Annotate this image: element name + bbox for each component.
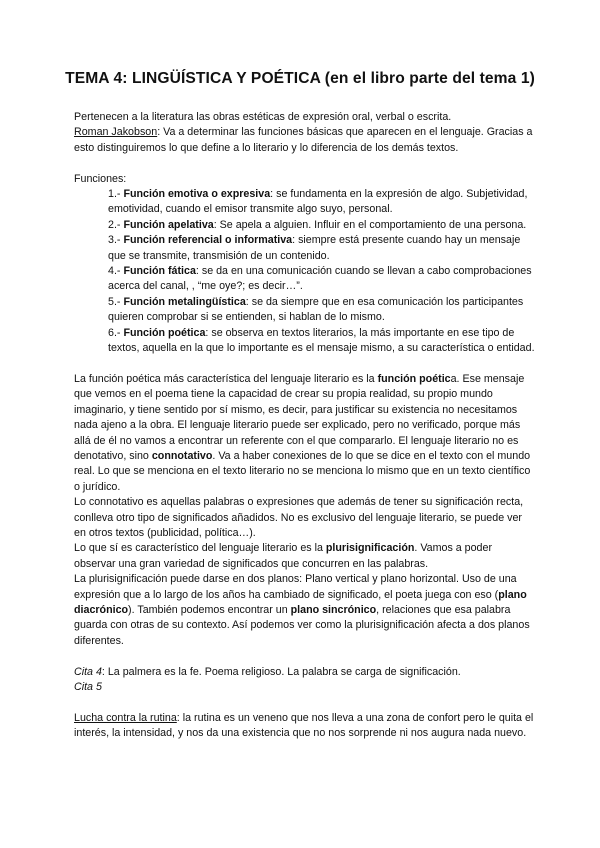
funcion-text: : siempre está presente cuando hay un mensaje que se transmite, transmisión de un contenido.	[108, 234, 521, 262]
poetica-paragraph-1	[74, 372, 536, 495]
poetica-paragraph-3	[74, 541, 536, 572]
rutina-text: : la rutina es un veneno que nos lleva a una zona de confort pero le quita el interés, la intensidad, y nos da una existencia que no nos sorprende ni nos augura nada nuevo.	[74, 711, 534, 740]
rutina-paragraph	[74, 711, 536, 742]
jakobson-paragraph	[74, 125, 536, 156]
funcion-item	[108, 187, 536, 218]
funcion-number: 2.-	[108, 218, 124, 231]
document-body	[74, 110, 536, 742]
funcion-name: Función emotiva o expresiva	[123, 188, 271, 201]
poetica-paragraph-2: Lo connotativo es aquellas palabras o expresiones que además de tener su significación recta, conlleva otro tipo de significados añadidos. No es exclusivo del lenguaje literario, se puede ver en otros textos (publicidad, política…).	[74, 496, 524, 539]
funcion-name: Función fática	[123, 265, 196, 278]
funcion-text: : se observa en textos literarios, la más importante en ese tipo de textos, aquella en la que lo importante es el mensaje mismo, a su característica o entidad.	[108, 326, 535, 355]
funcion-number: 6.-	[108, 326, 124, 339]
intro-line: Pertenecen a la literatura las obras estéticas de expresión oral, verbal o escrita.	[74, 111, 452, 123]
text-run: ). También podemos encontrar un	[128, 603, 291, 616]
text-run: a. Ese mensaje que vemos en el poema tiene la capacidad de crear su propia realidad, su propio mundo imaginario, y tiene sentido por sí mismo, es decir, para justificar su existencia no necesitamos nada ajeno a la obra. El lenguaje literario puede ser explicado, pero no verificado, porque más allá de él no vamos a encontrar un referente con el que compararlo. El lenguaje literario no es denotativo, sino	[74, 372, 525, 462]
funciones-heading: Funciones:	[74, 172, 127, 185]
bold-term: plano diacrónico	[74, 588, 527, 616]
funcion-text: : Se apela a alguien. Influir en el comportamiento de una persona.	[213, 218, 527, 231]
funcion-item	[108, 218, 536, 233]
text-run: La función poética más característica del lenguaje literario es la	[74, 372, 378, 385]
funcion-item	[108, 264, 536, 295]
text-run: , relaciones que esa palabra guarda con otras de su contexto. Así podemos ver como la plurisignificación afecta a dos planos diferentes.	[74, 603, 530, 647]
rutina-label: Lucha contra la rutina	[74, 711, 177, 724]
funcion-name: Función referencial o informativa	[123, 234, 293, 247]
text-run: . Vamos a poder observar una gran variedad de significados que concurren en las palabras.	[74, 542, 492, 570]
bold-term: plurisignificación	[325, 542, 415, 555]
funcion-item	[108, 295, 536, 326]
funcion-text: : se da siempre que en esa comunicación los participantes quieren comprobar si se entienden, si hablan de lo mismo.	[108, 295, 524, 324]
funcion-number: 5.-	[108, 295, 124, 308]
cita-4	[74, 665, 536, 680]
cita-label: Cita 5	[74, 680, 102, 693]
funcion-number: 4.-	[108, 265, 124, 278]
funcion-name: Función poética	[123, 326, 206, 339]
bold-term: connotativo	[151, 449, 213, 462]
funcion-text: : se fundamenta en la expresión de algo. Subjetividad, emotividad, cuando el emisor transmite algo suyo, personal.	[108, 188, 528, 216]
jakobson-text: : Va a determinar las funciones básicas que aparecen en el lenguaje. Gracias a esto distinguiremos lo que define a lo literario y lo diferencia de los demás textos.	[74, 126, 533, 154]
funcion-name: Función apelativa	[123, 218, 214, 231]
cita-5	[74, 680, 536, 695]
funcion-name: Función metalingüística	[123, 295, 246, 308]
cita-label: Cita 4	[74, 665, 102, 678]
text-run: La plurisignificación puede darse en dos planos: Plano vertical y plano horizontal. Uso de una expresión que a lo largo de los años ha cambiado de significado, el poeta juega con eso (	[74, 573, 517, 601]
funcion-number: 1.-	[108, 188, 124, 201]
page-title: TEMA 4: LINGÜÍSTICA Y POÉTICA (en el libro parte del tema 1)	[65, 70, 535, 87]
funcion-item	[108, 326, 536, 357]
funcion-text: : se da en una comunicación cuando se llevan a cabo comprobaciones acerca del canal, , “me oye?; es decir…”.	[108, 265, 532, 293]
cita-text: : La palmera es la fe. Poema religioso. La palabra se carga de significación.	[101, 665, 461, 678]
poetica-paragraph-4	[74, 572, 536, 649]
funciones-list	[108, 187, 536, 356]
bold-term: función poétic	[377, 372, 451, 385]
text-run: . Va a haber conexiones de lo que se dice en el texto con el mundo real. Lo que se menciona en el texto literario no se menciona lo mismo que en un texto científico o jurídico.	[74, 449, 531, 493]
bold-term: plano sincrónico	[290, 603, 377, 616]
text-run: Lo que sí es característico del lenguaje literario es la	[74, 542, 326, 555]
funcion-number: 3.-	[108, 234, 124, 247]
jakobson-name: Roman Jakobson	[74, 126, 158, 139]
funcion-item	[108, 233, 536, 264]
